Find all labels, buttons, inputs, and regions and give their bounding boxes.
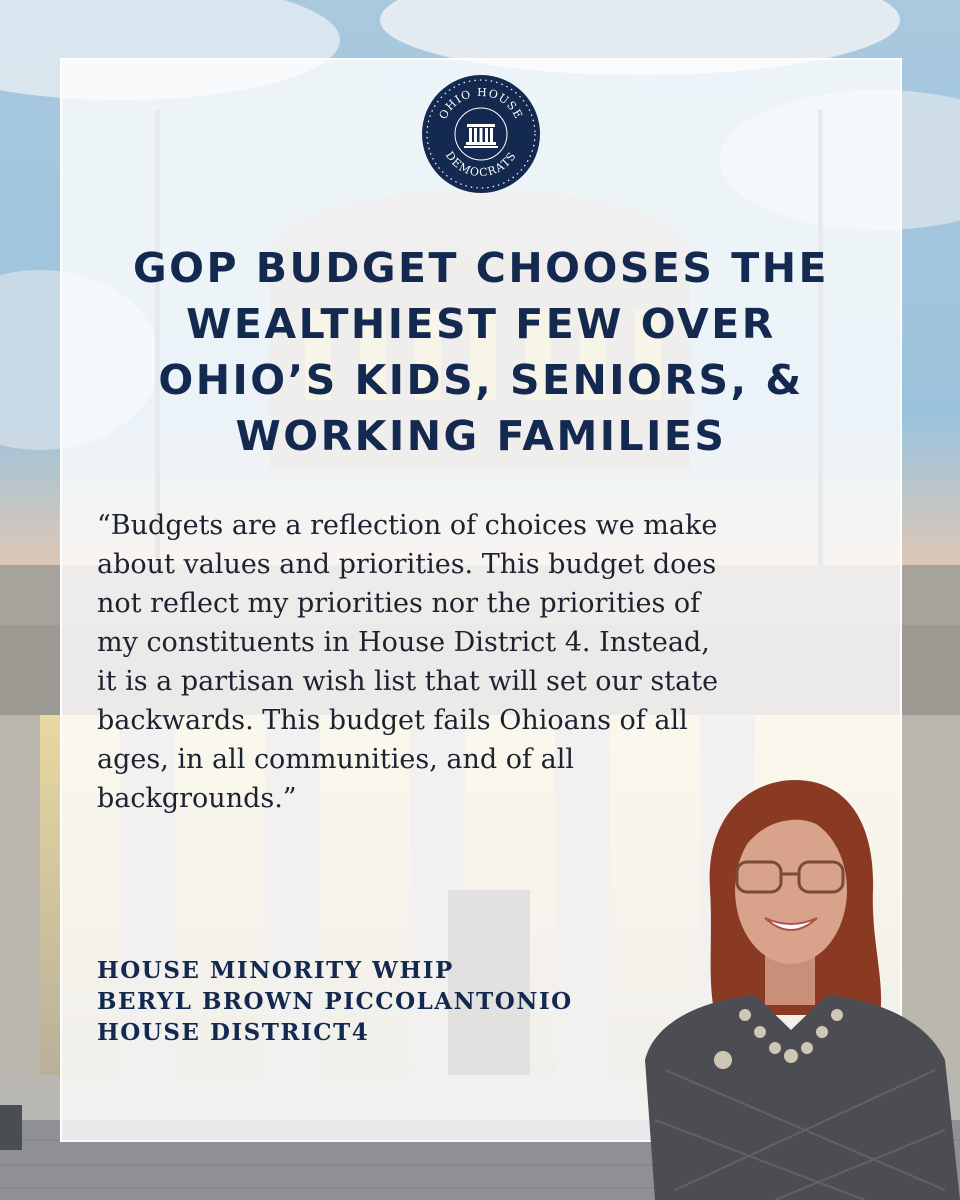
seal-top-text: OHIO HOUSE (436, 85, 526, 122)
attribution-title: HOUSE MINORITY WHIP (97, 957, 454, 984)
quote-line: backwards. This budget fails Ohioans of all (97, 705, 688, 736)
quote-line: not reflect my priorities nor the priorities of (97, 588, 701, 619)
headline (60, 240, 902, 464)
attribution-name: BERYL BROWN PICCOLANTONIO (97, 988, 573, 1015)
headline-line: OHIO’S KIDS, SENIORS, & (158, 356, 804, 404)
seal-bottom-text: DEMOCRATS (442, 149, 520, 180)
headline-line: WEALTHIEST FEW OVER (186, 300, 776, 348)
quote-line: ages, in all communities, and of all (97, 744, 574, 775)
quote-line: my constituents in House District 4. Instead, (97, 627, 710, 658)
portrait-photo (615, 770, 960, 1200)
attribution-district: HOUSE DISTRICT4 (97, 1019, 370, 1046)
quote-line: backgrounds.” (97, 783, 297, 814)
quote-line: it is a partisan wish list that will set our state (97, 666, 719, 697)
ohio-house-democrats-seal (421, 74, 541, 194)
attribution (97, 955, 573, 1048)
quote-line: about values and priorities. This budget does (97, 549, 717, 580)
headline-line: GOP BUDGET CHOOSES THE (132, 244, 830, 292)
quote-line: “Budgets are a reflection of choices we make (97, 510, 718, 541)
headline-line: WORKING FAMILIES (235, 412, 727, 460)
